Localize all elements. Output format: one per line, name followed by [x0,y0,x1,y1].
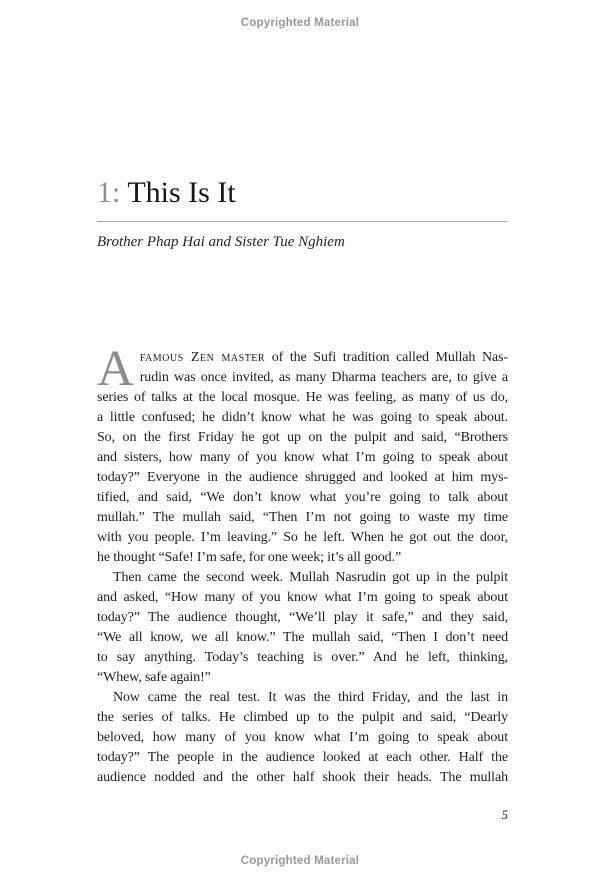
heading-rule [97,221,508,222]
byline: Brother Phap Hai and Sister Tue Nghiem [97,234,345,250]
copyright-notice-bottom: Copyrighted Material [240,855,360,867]
text-line: So, on the first Friday he got up on the pulpit and said, “Brothers [97,430,508,445]
text-line: series of talks at the local mosque. He was feeling, as many of us do, [97,390,508,405]
body-text [97,341,508,788]
paragraph [97,341,508,568]
text-line: tified, and said, “We don’t know what you’re going to talk about [97,490,508,505]
smallcaps-lead: famous Zen master [139,350,266,365]
text-line: famous Zen master of the Sufi tradition called Mullah Nas- [139,350,508,365]
text-line: to say anything. Today’s teaching is over.” And he left, thinking, [97,650,508,665]
text-line: with you people. I’m leaving.” So he left. When he got out the door, [97,530,508,545]
text-line: today?” Everyone in the audience shrugged and looked at him mys- [97,470,508,485]
text-line: Now came the real test. It was the third Friday, and the last in [113,690,508,705]
text-line: mullah.” The mullah said, “Then I’m not going to waste my time [97,510,508,525]
text-line: beloved, how many of you know what I’m going to speak about [97,730,508,745]
text-column [97,0,508,822]
copyright-notice-top: Copyrighted Material [240,17,360,29]
page-number: 5 [501,807,508,822]
paragraph [97,688,508,788]
paragraph [97,568,508,688]
text-line: “Whew, safe again!” [97,670,211,685]
text-line: today?” The audience thought, “We’ll play it safe,” and they said, [97,610,508,625]
text-line: audience nodded and the other half shook their heads. The mullah [97,770,508,785]
text-line: he thought “Safe! I’m safe, for one week; it’s all good.” [97,550,402,565]
text-line: Then came the second week. Mullah Nasrudin got up in the pulpit [113,570,508,585]
text-line: today?” The people in the audience looked at each other. Half the [97,750,508,765]
chapter-number: 1: [97,176,121,209]
text-line: a little confused; he didn’t know what he was going to speak about. [97,410,508,425]
text-line: and sisters, how many of you know what I’m going to speak about [97,450,508,465]
text-line: rudin was once invited, as many Dharma teachers are, to give a [139,370,508,385]
text-line: “We all know, we all know.” The mullah said, “Then I don’t need [97,630,508,645]
chapter-title: This Is It [127,176,236,209]
drop-cap: A [97,341,134,397]
text-line: and asked, “How many of you know what I’m going to speak about [97,590,508,605]
chapter-heading [97,174,508,211]
text-line: the series of talks. He climbed up to the pulpit and said, “Dearly [97,710,508,725]
